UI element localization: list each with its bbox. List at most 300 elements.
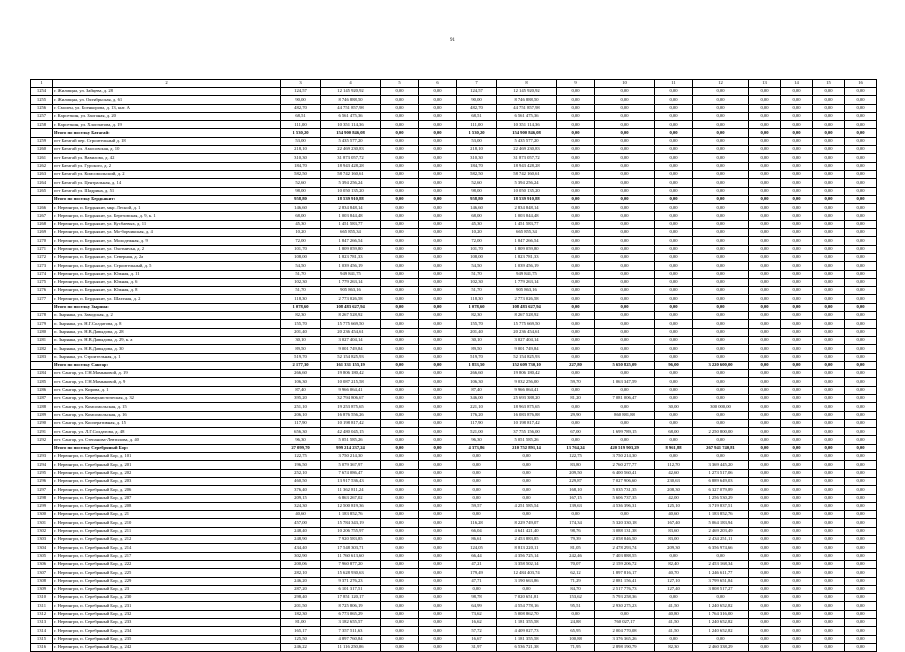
value-cell: 0,00 [419,361,457,369]
value-cell: 0,00 [693,154,749,162]
row-number-cell: 1277 [31,295,53,303]
value-cell: 0,00 [749,112,781,120]
value-cell: 0,00 [655,270,693,278]
value-cell: 0,00 [419,378,457,386]
value-cell: 0,00 [595,88,655,96]
value-cell: 0,00 [813,502,845,510]
value-cell: 0,00 [381,104,419,112]
value-cell: 0,00 [557,253,595,261]
value-cell: 0,00 [381,253,419,261]
value-cell: 17 851 120,17 [321,594,381,602]
value-cell: 45,30 [281,220,321,228]
value-cell: 0,00 [693,386,749,394]
value-cell: 0,00 [419,536,457,544]
value-cell: 0,00 [813,610,845,618]
row-number-cell: 1308 [31,577,53,585]
value-cell: 139,63 [557,502,595,510]
value-cell: 0,00 [845,619,877,627]
value-cell: 117,90 [281,419,321,427]
value-cell: 2 453 883,85 [497,536,557,544]
value-cell: 0,00 [381,486,419,494]
value-cell: 0,00 [655,121,693,129]
value-cell: 0,00 [655,295,693,303]
value-cell: 0,00 [813,411,845,419]
value-cell: 0,00 [781,386,813,394]
value-cell: 0,00 [845,494,877,502]
value-cell: 0,00 [781,544,813,552]
value-cell: 0,00 [655,635,693,643]
value-cell: 2 773 026,58 [497,295,557,303]
value-cell: 0,00 [845,627,877,635]
value-cell: 0,00 [845,477,877,485]
value-cell: 1 809 059,80 [321,245,381,253]
column-header: 2 [53,80,281,88]
value-cell: 0,00 [419,303,457,311]
value-cell: 0,00 [749,610,781,618]
value-cell: 57,72 [457,627,497,635]
value-cell: 0,00 [845,146,877,154]
value-cell: 2 930 275,23 [595,602,655,610]
value-cell: 42 480 045,15 [321,428,381,436]
value-cell: 0,00 [693,129,749,137]
row-number-cell: 1267 [31,212,53,220]
value-cell: 102,30 [281,278,321,286]
value-cell: 0,00 [557,610,595,618]
value-cell: 0,00 [813,569,845,577]
address-cell: г. Нерюнгри, п. Бердьякит, мкр. Лесной, д. 1 [53,204,281,212]
row-number-cell [31,129,53,137]
row-number-cell: 1256 [31,104,53,112]
value-cell: 0,00 [557,212,595,220]
value-cell: 0,00 [457,486,497,494]
table-row [31,237,877,245]
value-cell: 0,00 [419,643,457,651]
value-cell: 0,00 [419,154,457,162]
value-cell: 282,10 [281,569,321,577]
subtotal-row [31,444,877,452]
value-cell: 7 960 877,20 [321,560,381,568]
value-cell: 0,00 [813,170,845,178]
value-cell: 0,00 [457,511,497,519]
value-cell: 154 900 846,08 [497,129,557,137]
value-cell: 0,00 [457,469,497,477]
value-cell: 1 003 844,48 [321,212,381,220]
value-cell: 420 519 903,29 [595,444,655,452]
value-cell: 0,00 [749,353,781,361]
value-cell: 206,10 [281,411,321,419]
value-cell: 0,00 [813,320,845,328]
value-cell: 0,00 [845,320,877,328]
value-cell: 65,95 [557,627,595,635]
address-cell: г. Нерюнгри, п. Серебряный Бор, д. 233 [53,619,281,627]
value-cell: 0,00 [655,345,693,353]
value-cell: 0,00 [845,536,877,544]
value-cell: 0,00 [781,419,813,427]
value-cell: 0,00 [419,328,457,336]
value-cell: 0,00 [693,336,749,344]
value-cell: 0,00 [749,295,781,303]
value-cell: 1 063 347,59 [595,378,655,386]
value-cell: 0,00 [595,112,655,120]
value-cell: 0,00 [419,187,457,195]
value-cell: 0,00 [419,635,457,643]
value-cell: 0,00 [693,88,749,96]
value-cell: 0,00 [781,212,813,220]
value-cell: 0,00 [813,245,845,253]
value-cell: 0,00 [781,204,813,212]
value-cell: 0,00 [595,610,655,618]
value-cell: 118,30 [281,295,321,303]
value-cell: 11 760 613,60 [321,552,381,560]
value-cell: 0,00 [813,229,845,237]
value-cell: 0,00 [419,502,457,510]
row-number-cell: 1268 [31,220,53,228]
value-cell: 10,20 [281,229,321,237]
value-cell: 82,30 [281,312,321,320]
value-cell: 127,10 [655,577,693,585]
value-cell: 0,00 [655,195,693,203]
value-cell: 0,00 [381,469,419,477]
value-cell: 31 873 057,72 [321,154,381,162]
value-cell: 0,00 [781,229,813,237]
value-cell: 0,00 [845,610,877,618]
value-cell: 0,00 [781,295,813,303]
value-cell: 0,00 [813,527,845,535]
value-cell: 324,30 [281,502,321,510]
value-cell: 8 229 749,07 [497,519,557,527]
value-cell: 0,00 [595,220,655,228]
row-number-cell [31,444,53,452]
value-cell: 108,00 [281,253,321,261]
value-cell: 0,00 [781,262,813,270]
value-cell: 0,00 [381,444,419,452]
value-cell: 146,60 [457,204,497,212]
value-cell: 0,00 [381,419,419,427]
row-number-cell: 1296 [31,477,53,485]
value-cell: 0,00 [845,602,877,610]
value-cell: 0,00 [781,511,813,519]
value-cell: 0,00 [381,453,419,461]
value-cell: 0,00 [381,88,419,96]
value-cell: 0,00 [781,336,813,344]
value-cell: 0,00 [497,486,557,494]
value-cell: 68,00 [281,212,321,220]
value-cell: 1 451 583,77 [497,220,557,228]
value-cell: 230,63 [655,477,693,485]
value-cell: 0,00 [845,444,877,452]
value-cell: 0,00 [557,204,595,212]
address-cell: г. Нерюнгри, п. Бердьякит, ул. Южная, д. 6 [53,278,281,286]
value-cell: 2 469 203,49 [693,527,749,535]
value-cell: 0,00 [781,112,813,120]
address-cell: п. Зырянка, ул. Н.Г.Солдатова, д. 8 [53,320,281,328]
value-cell: 0,00 [557,419,595,427]
value-cell: 0,00 [381,536,419,544]
row-number-cell [31,303,53,311]
value-cell: 0,00 [845,270,877,278]
value-cell: 0,00 [749,461,781,469]
value-cell: 2 177,30 [281,361,321,369]
value-cell: 0,00 [557,137,595,145]
value-cell: 0,00 [419,129,457,137]
value-cell: 0,00 [781,403,813,411]
value-cell: 0,00 [655,320,693,328]
value-cell: 0,00 [419,569,457,577]
value-cell: 0,00 [693,104,749,112]
row-number-cell: 1286 [31,386,53,394]
value-cell: 6 356 974,66 [693,544,749,552]
address-cell: пгт. Сангар, ул. Комсомольская, д. 15 [53,403,281,411]
value-cell: 0,00 [845,137,877,145]
value-cell: 0,00 [781,353,813,361]
value-cell: 999 214 237,24 [321,444,381,452]
value-cell: 0,00 [813,146,845,154]
value-cell: 0,00 [419,137,457,145]
value-cell: 0,00 [419,146,457,154]
value-cell: 31 873 057,72 [497,154,557,162]
value-cell: 0,00 [813,353,845,361]
value-cell: 111,00 [457,121,497,129]
value-cell: 434,40 [281,544,321,552]
value-cell: 218,10 [281,146,321,154]
value-cell: 0,00 [381,494,419,502]
address-cell: г. Жилищна, ул. Октябрьская, д. 61 [53,96,281,104]
value-cell: 0,00 [693,353,749,361]
value-cell: 0,00 [381,129,419,137]
value-cell: 0,00 [595,312,655,320]
column-header: 4 [321,80,381,88]
row-number-cell: 1306 [31,560,53,568]
value-cell: 209,30 [655,544,693,552]
value-cell: 0,00 [693,237,749,245]
table-row [31,146,877,154]
value-cell: 0,00 [381,602,419,610]
table-row [31,112,877,120]
row-number-cell [31,195,53,203]
value-cell: 4 897 760,84 [321,635,381,643]
value-cell: 0,00 [749,403,781,411]
table-row [31,170,877,178]
value-cell: 0,00 [655,287,693,295]
value-cell: 582,50 [281,170,321,178]
table-row [31,569,877,577]
value-cell: 5 606 737,35 [595,494,655,502]
value-cell: 0,00 [419,245,457,253]
row-number-cell: 1314 [31,627,53,635]
value-cell: 0,00 [845,212,877,220]
value-cell: 8 961,88 [655,444,693,452]
row-number-cell: 1287 [31,394,53,402]
value-cell: 0,00 [595,295,655,303]
value-cell: 0,00 [557,328,595,336]
value-cell: 62,12 [557,569,595,577]
value-cell: 0,00 [845,643,877,651]
table-row [31,494,877,502]
value-cell: 0,00 [781,312,813,320]
value-cell: 0,00 [595,195,655,203]
address-cell: г. Нерюнгри, п. Серебряный Бор, д. 231 [53,602,281,610]
value-cell: 0,00 [749,502,781,510]
value-cell: 10 050 135,20 [497,187,557,195]
value-cell: 0,00 [595,320,655,328]
value-cell: 0,00 [845,411,877,419]
address-cell: г. Нерюнгри, п. Серебряный Бор, д. 217 [53,552,281,560]
value-cell: 0,00 [845,469,877,477]
address-cell: г. Нерюнгри, п. Бердьякит, ул. Южная, д. 8 [53,287,281,295]
value-cell: 0,00 [557,220,595,228]
address-cell: пгт. Сангар, ул. Степанова-Левтилова, д. 40 [53,436,281,444]
value-cell: 0,00 [655,419,693,427]
value-cell: 22 469 230,83 [497,146,557,154]
value-cell: 376,40 [281,486,321,494]
address-cell: г. Нерюнгри, п. Серебряный Бор, д. 207 [53,494,281,502]
value-cell: 0,00 [693,419,749,427]
value-cell: 1 039 456,19 [497,262,557,270]
value-cell: 16 876 556,26 [321,411,381,419]
table-row [31,229,877,237]
value-cell: 0,00 [749,212,781,220]
value-cell: 0,00 [419,96,457,104]
value-cell: 1 530,20 [281,129,321,137]
value-cell: 209,50 [557,469,595,477]
value-cell: 0,00 [419,287,457,295]
table-row [31,577,877,585]
value-cell: 0,00 [845,88,877,96]
value-cell: 482,70 [281,104,321,112]
value-cell: 0,00 [781,428,813,436]
value-cell: 0,00 [693,162,749,170]
value-cell: 0,00 [381,154,419,162]
value-cell: 0,00 [557,295,595,303]
value-cell: 18 943 428,28 [321,162,381,170]
value-cell: 0,00 [749,270,781,278]
value-cell: 0,00 [557,336,595,344]
address-cell: пгт. Сангар, ул. Л.Г.Солдатова, д. 48 [53,428,281,436]
value-cell: 41,50 [655,619,693,627]
value-cell: 51,70 [281,270,321,278]
value-cell: 0,00 [381,229,419,237]
value-cell: 87,40 [457,386,497,394]
value-cell: 0,00 [655,552,693,560]
value-cell: 248,40 [281,527,321,535]
value-cell: 18 539 910,88 [321,195,381,203]
value-cell: 0,00 [557,195,595,203]
value-cell: 0,00 [781,594,813,602]
table-row [31,403,877,411]
value-cell: 4 641 421,40 [497,527,557,535]
value-cell: 298,40 [281,594,321,602]
value-cell: 0,00 [419,253,457,261]
value-cell: 0,00 [381,345,419,353]
address-cell: пгт. Сангар, ул. Коммунистическая, д. 32 [53,394,281,402]
value-cell: 0,00 [845,577,877,585]
value-cell: 0,00 [693,187,749,195]
value-cell: 0,00 [595,287,655,295]
value-cell: 0,00 [497,461,557,469]
value-cell: 0,00 [655,436,693,444]
value-cell: 0,00 [813,237,845,245]
table-row [31,88,877,96]
row-number-cell: 1295 [31,469,53,477]
address-cell: п. Зырянка, ул. Н.В.Давыдова, д. 29, к. а [53,336,281,344]
value-cell: 81,05 [557,544,595,552]
table-row [31,204,877,212]
address-cell: г. Нерюнгри, п. Бердьякит, ул. Березовская, д. 9, к. 1 [53,212,281,220]
value-cell: 12 145 920,92 [497,88,557,96]
value-cell: 0,00 [655,378,693,386]
address-cell: г. Нерюнгри, п. Бердьякит, ул. Молодежная, д. 9 [53,237,281,245]
value-cell: 0,00 [381,278,419,286]
table-row [31,162,877,170]
row-number-cell: 1300 [31,511,53,519]
value-cell: 18 963 875,65 [497,403,557,411]
value-cell: 5 394 256,24 [497,179,557,187]
row-number-cell: 1283 [31,353,53,361]
row-number-cell: 1291 [31,428,53,436]
row-number-cell: 1312 [31,610,53,618]
value-cell: 0,00 [845,552,877,560]
row-number-cell: 1305 [31,552,53,560]
value-cell: 0,00 [655,187,693,195]
value-cell: 0,00 [693,411,749,419]
value-cell: 12 484 403,74 [497,569,557,577]
value-cell: 0,00 [419,552,457,560]
value-cell: 5 320 330,18 [595,519,655,527]
value-cell: 83,00 [655,536,693,544]
value-cell: 0,00 [813,436,845,444]
value-cell: 0,00 [693,303,749,311]
value-cell: 1 183 852,76 [321,511,381,519]
value-cell: 0,00 [655,453,693,461]
value-cell: 0,00 [749,121,781,129]
value-cell: 2 250 800,00 [693,428,749,436]
value-cell: 4 409 027,73 [497,627,557,635]
value-cell: 0,00 [813,511,845,519]
value-cell: 0,00 [595,370,655,378]
value-cell: 9 371 276,23 [321,577,381,585]
subtotal-row [31,303,877,311]
row-number-cell: 1263 [31,170,53,178]
value-cell: 0,00 [781,394,813,402]
table-row [31,353,877,361]
value-cell: 0,00 [419,370,457,378]
value-cell: 0,00 [557,353,595,361]
table-row [31,602,877,610]
address-cell: г. Нерюнгри, п. Бердьякит, ул. Южная, д. 11 [53,270,281,278]
row-number-cell: 1301 [31,519,53,527]
value-cell: 0,00 [845,129,877,137]
column-header: 12 [693,80,749,88]
value-cell: 0,00 [497,511,557,519]
value-cell: 154 900 846,08 [321,129,381,137]
value-cell: 521,00 [457,428,497,436]
value-cell: 2 881 156,41 [595,577,655,585]
value-cell: 0,00 [845,287,877,295]
value-cell: 0,00 [693,170,749,178]
row-number-cell: 1265 [31,187,53,195]
value-cell: 0,00 [693,635,749,643]
column-header: 5 [381,80,419,88]
value-cell: 30,00 [655,403,693,411]
table-row [31,179,877,187]
row-number-cell: 1304 [31,544,53,552]
value-cell: 0,00 [813,461,845,469]
value-cell: 0,00 [595,386,655,394]
value-cell: 0,00 [749,146,781,154]
table-row [31,511,877,519]
value-cell: 0,00 [845,104,877,112]
value-cell: 0,00 [655,104,693,112]
